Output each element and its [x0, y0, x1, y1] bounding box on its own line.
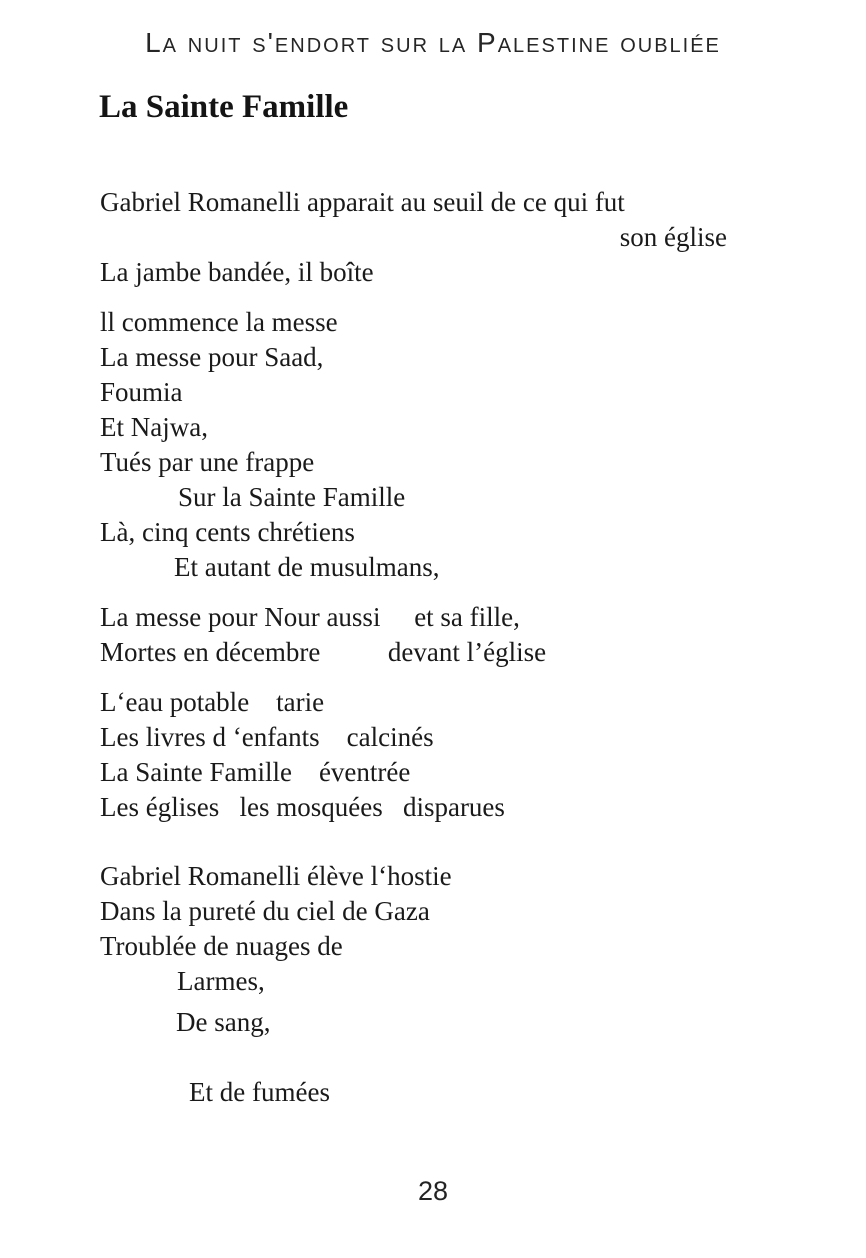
poem-line: L‘eau potable tarie [100, 687, 325, 717]
poem-line: La messe pour Saad, [100, 342, 324, 372]
stanza [100, 1005, 727, 1040]
stanza [100, 1075, 727, 1110]
poem-line: ll commence la messe [100, 307, 338, 337]
poem-line: Les livres d ‘enfants calcinés [100, 722, 434, 752]
poem-line: Là, cinq cents chrétiens [100, 517, 355, 547]
poem-line: Mortes en décembre devant l’église [100, 637, 547, 667]
poem-line: Sur la Sainte Famille [178, 482, 406, 512]
poem-line: Et Najwa, [100, 412, 208, 442]
stanza [100, 305, 727, 585]
poem-line: La Sainte Famille éventrée [100, 757, 411, 787]
poem-line: La jambe bandée, il boîte [100, 257, 374, 287]
stanza [100, 859, 727, 999]
poem-line: Et de fumées [189, 1077, 330, 1107]
running-header: La nuit s'endort sur la Palestine oubliée [145, 27, 721, 58]
poem [100, 185, 727, 1110]
stanza [100, 185, 727, 290]
poem-line: Les églises les mosquées disparues [100, 792, 505, 822]
poem-line: La messe pour Nour aussi et sa fille, [100, 602, 520, 632]
poem-line: De sang, [176, 1007, 271, 1037]
stanza [100, 600, 727, 670]
poem-line: Dans la pureté du ciel de Gaza [100, 896, 430, 926]
poem-line: Et autant de musulmans, [174, 552, 440, 582]
stanza [100, 685, 727, 825]
poem-line: son église [619, 222, 727, 252]
poem-line: Gabriel Romanelli apparait au seuil de ce qui fut [100, 187, 625, 217]
poem-title: La Sainte Famille [99, 89, 349, 125]
poem-line: Troublée de nuages de [100, 931, 343, 961]
page-number: 28 [417, 1176, 449, 1206]
poem-line: Foumia [100, 377, 183, 407]
poem-line: Tués par une frappe [100, 447, 315, 477]
poem-line: Larmes, [177, 966, 265, 996]
poem-line: Gabriel Romanelli élève l‘hostie [100, 861, 452, 891]
